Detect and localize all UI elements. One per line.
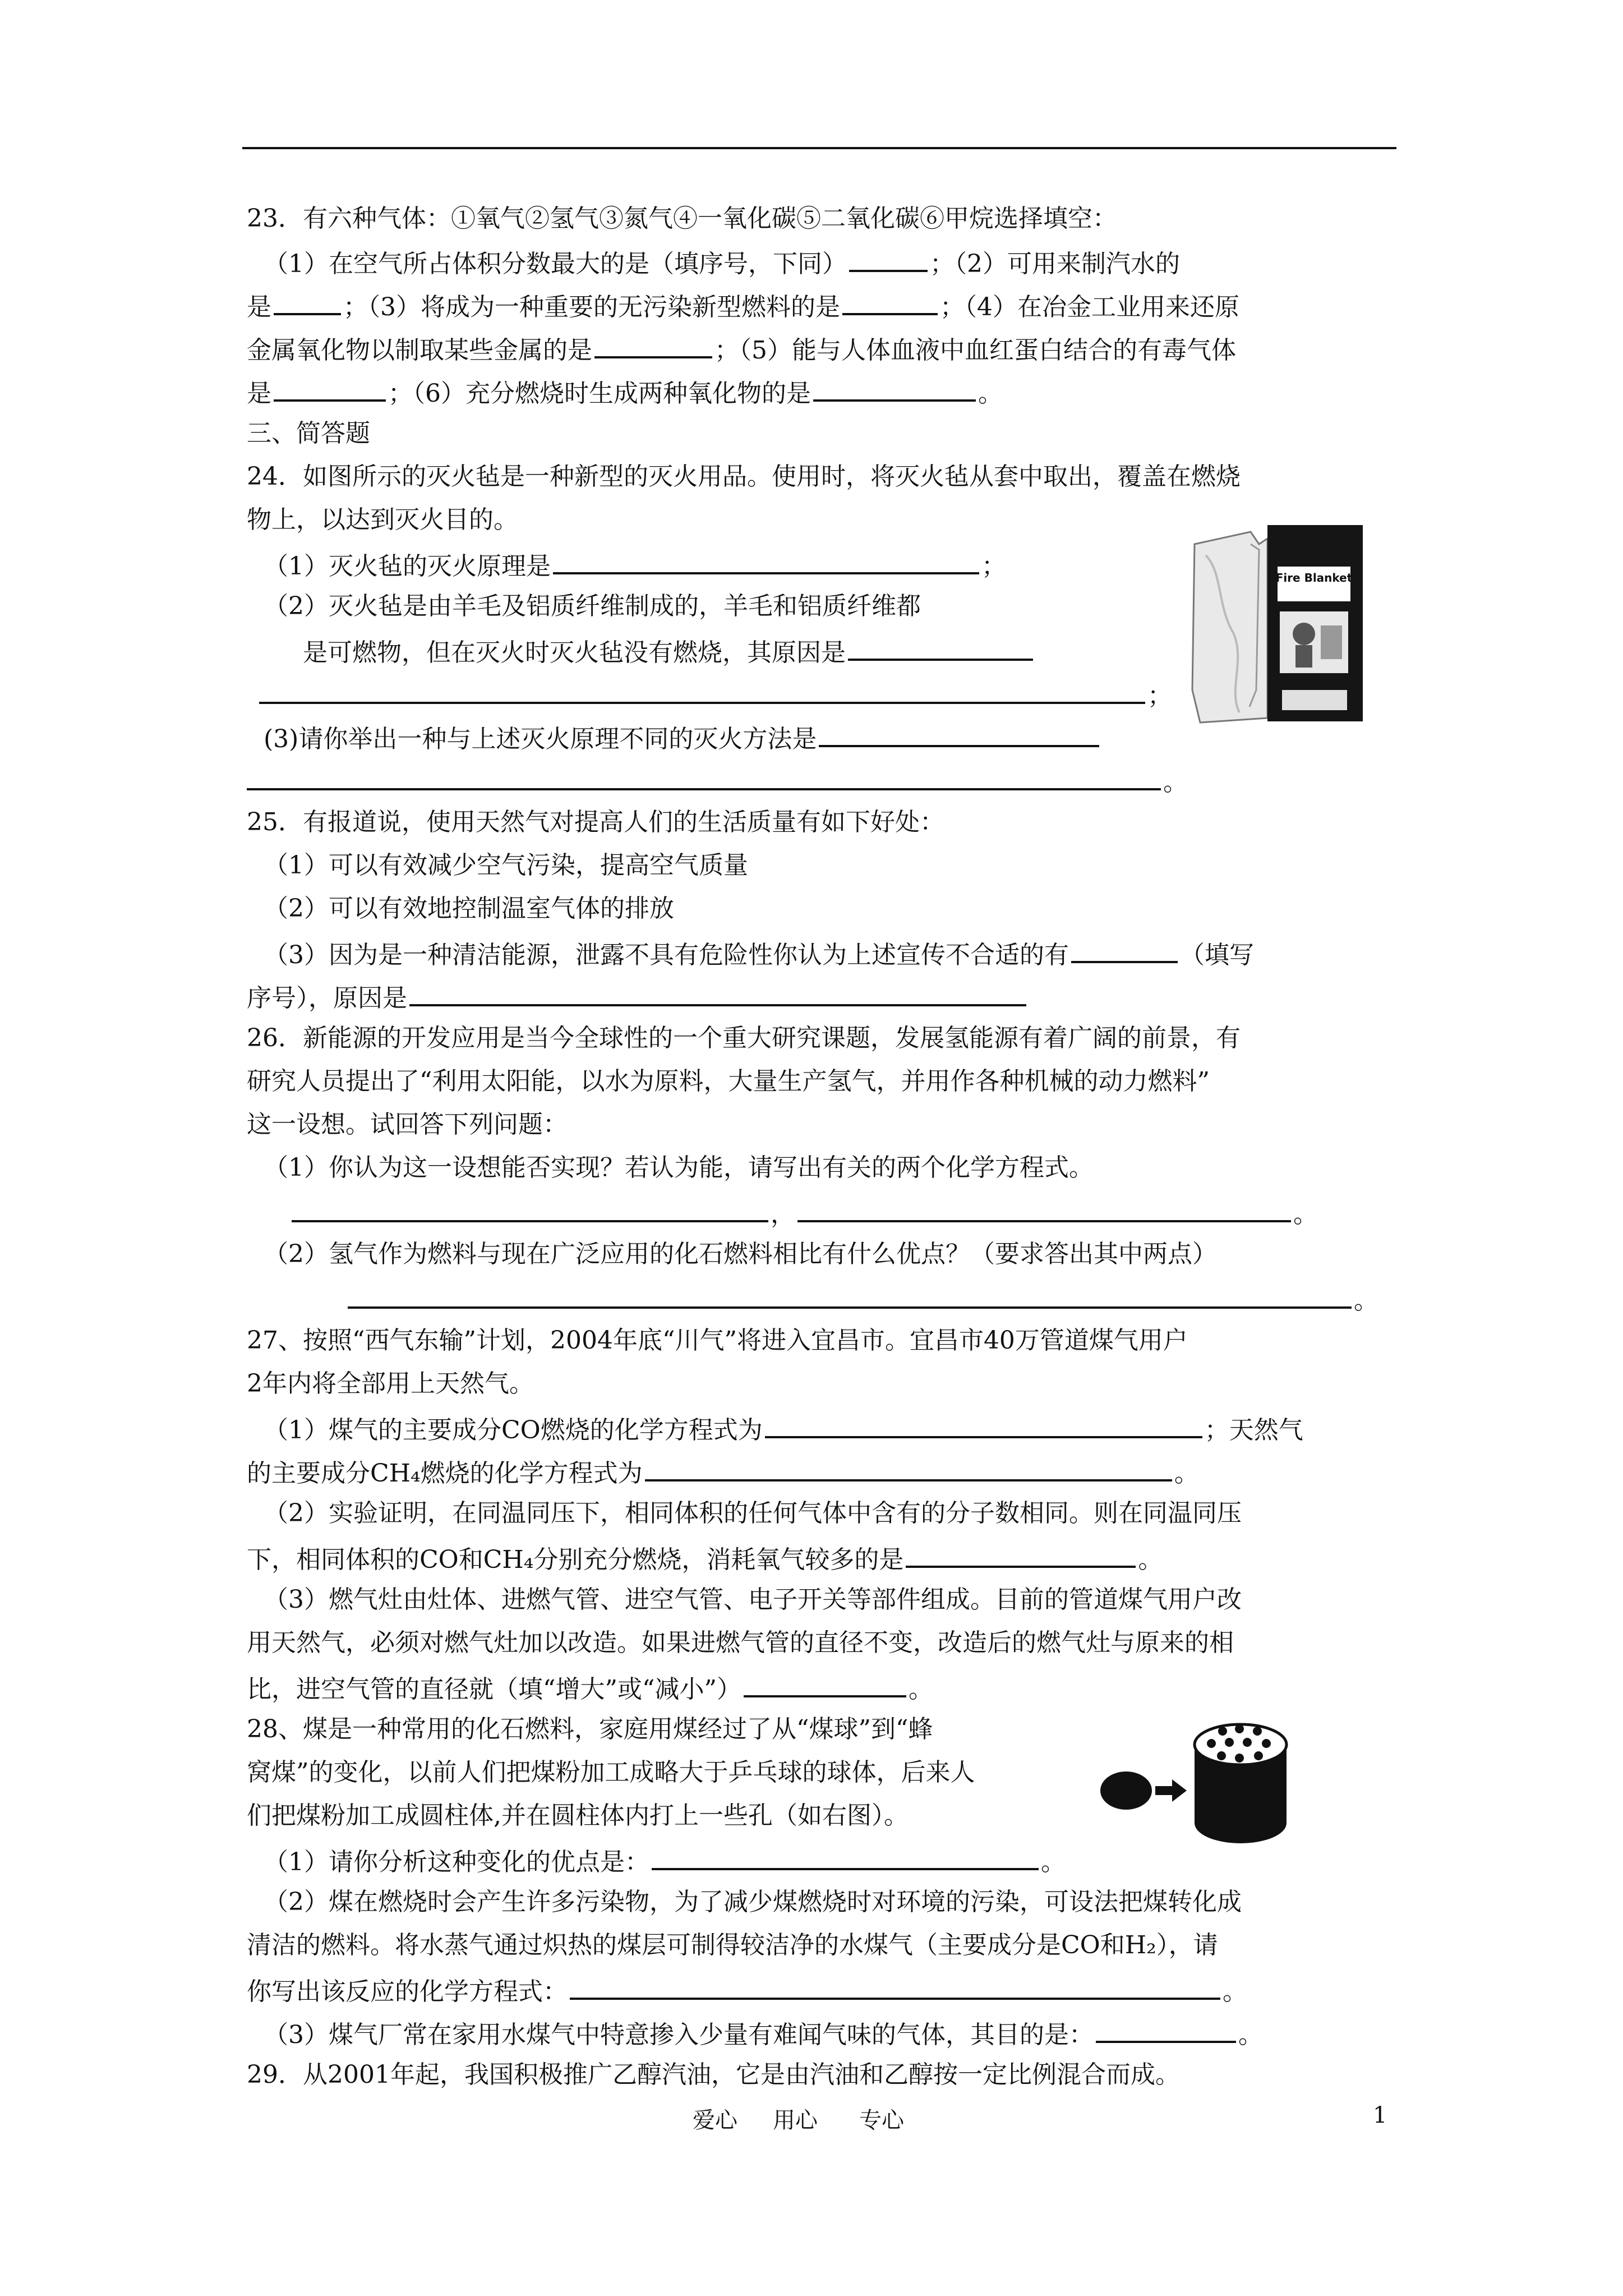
q28-part2c: 你写出该反应的化学方程式： 。	[247, 1972, 1247, 2009]
coal-ball-shape	[1100, 1772, 1152, 1810]
q28-part1: （1）请你分析这种变化的优点是： 。	[264, 1842, 1066, 1879]
answer-blank[interactable]	[348, 1281, 1352, 1309]
footer-motto-3: 专心	[859, 2108, 904, 2133]
q23-line3: 金属氧化物以制取某些金属的是 ；（5）能与人体血液中血红蛋白结合的有毒气体	[247, 330, 1236, 367]
q24-part3: (3)请你举出一种与上述灭火原理不同的灭火方法是	[264, 719, 1101, 756]
q25-line1: 25．有报道说，使用天然气对提高人们的生活质量有如下好处：	[247, 808, 944, 836]
answer-blank[interactable]	[842, 287, 938, 315]
q28-line2: 窝煤”的变化，以前人们把煤粉加工成略大于乒乓球的球体，后来人	[247, 1758, 975, 1787]
q28-line3: 们把煤粉加工成圆柱体,并在圆柱体内打上一些孔（如右图）。	[247, 1801, 909, 1830]
arrow-shaft	[1155, 1786, 1173, 1795]
q29-line1: 29．从2001年起，我国积极推广乙醇汽油，它是由汽油和乙醇按一定比例混合而成。	[247, 2060, 1180, 2089]
q27-part1: （1）煤气的主要成分CO燃烧的化学方程式为 ；天然气	[264, 1410, 1303, 1447]
q26-part1: （1）你认为这一设想能否实现？若认为能，请写出有关的两个化学方程式。	[264, 1153, 1094, 1182]
q27-part1b: 的主要成分CH₄燃烧的化学方程式为 。	[247, 1453, 1199, 1490]
answer-blank[interactable]	[259, 676, 1145, 704]
footer-motto-1: 爱心	[693, 2108, 737, 2133]
answer-blank[interactable]	[813, 374, 976, 402]
arrow-head-icon	[1172, 1779, 1187, 1802]
blanket-label: Fire Blanket	[1275, 571, 1353, 585]
equation-blank[interactable]	[797, 1194, 1291, 1222]
q24-part2b: 是可燃物，但在灭火时灭火毡没有燃烧，其原因是	[303, 633, 1035, 670]
answer-blank[interactable]	[744, 1669, 906, 1697]
equation-blank[interactable]	[570, 1972, 1220, 2000]
q25-part3: （3）因为是一种清洁能源，泄露不具有危险性你认为上述宣传不合适的有 （填写	[264, 935, 1254, 972]
answer-blank[interactable]	[594, 330, 712, 358]
q24-part1: （1）灭火毡的灭火原理是 ；	[264, 546, 1006, 583]
q24-line2: 物上，以达到灭火目的。	[247, 505, 518, 534]
answer-blank[interactable]	[274, 374, 386, 402]
q26-line1: 26．新能源的开发应用是当今全球性的一个重大研究课题，发展氢能源有着广阔的前景，有	[247, 1024, 1241, 1052]
q25-part4: 序号），原因是	[247, 978, 1029, 1015]
q26-line2: 研究人员提出了“利用太阳能，以水为原料，大量生产氢气，并用作各种机械的动力燃料”	[247, 1067, 1210, 1096]
answer-blank[interactable]	[849, 244, 928, 272]
q28-part2: （2）煤在燃烧时会产生许多污染物，为了减少煤燃烧时对环境的污染，可设法把煤转化成	[264, 1888, 1242, 1916]
equation-blank[interactable]	[765, 1410, 1202, 1438]
q23-intro: 23．有六种气体：①氧气②氢气③氮气④一氧化碳⑤二氧化碳⑥甲烷选择填空：	[247, 204, 1117, 233]
q27-line1: 27、按照“西气东输”计划，2004年底“川气”将进入宜昌市。宜昌市40万管道煤气用户	[247, 1326, 1188, 1355]
q24-line1: 24．如图所示的灭火毡是一种新型的灭火用品。使用时，将灭火毡从套中取出，覆盖在燃烧	[247, 462, 1241, 491]
q28-line1: 28、煤是一种常用的化石燃料，家庭用煤经过了从“煤球”到“蜂	[247, 1715, 933, 1743]
coal-diagram	[1099, 1711, 1290, 1851]
q27-part3: （3）燃气灶由灶体、进燃气管、进空气管、电子开关等部件组成。目前的管道煤气用户改	[264, 1585, 1242, 1614]
q27-part2: （2）实验证明，在同温同压下，相同体积的任何气体中含有的分子数相同。则在同温同压	[264, 1499, 1242, 1527]
page-number: 1	[1373, 2102, 1387, 2128]
q26-line3: 这一设想。试回答下列问题：	[247, 1110, 568, 1139]
q26-part2: （2）氢气作为燃料与现在广泛应用的化石燃料相比有什么优点？（要求答出其中两点）	[264, 1240, 1217, 1268]
answer-blank[interactable]	[247, 762, 1161, 790]
answer-blank[interactable]	[906, 1540, 1136, 1568]
q23-line1: （1）在空气所占体积分数最大的是（填序号，下同） ；（2）可用来制汽水的	[264, 244, 1180, 281]
equation-blank[interactable]	[645, 1453, 1172, 1481]
fire-blanket-image	[1183, 522, 1368, 729]
q24-part2: （2）灭火毡是由羊毛及铝质纤维制成的，羊毛和铝质纤维都	[264, 592, 921, 620]
answer-blank[interactable]	[553, 546, 979, 574]
answer-blank[interactable]	[274, 287, 341, 315]
answer-blank[interactable]	[1096, 2015, 1236, 2043]
answer-blank[interactable]	[848, 633, 1033, 661]
answer-blank[interactable]	[1071, 935, 1178, 963]
footer-motto-2: 用心	[773, 2108, 818, 2133]
q23-line4: 是 ；（6）充分燃烧时生成两种氧化物的是 。	[247, 374, 1003, 411]
q27-part2b: 下，相同体积的CO和CH₄分别充分燃烧，消耗氧气较多的是 。	[247, 1540, 1163, 1577]
q28-part3: （3）煤气厂常在家用水煤气中特意掺入少量有难闻气味的气体，其目的是： 。	[264, 2015, 1263, 2052]
header-rule	[242, 147, 1396, 149]
equation-blank[interactable]	[292, 1194, 768, 1222]
q26-part2-blank: 。	[348, 1281, 1378, 1318]
answer-blank[interactable]	[652, 1842, 1039, 1870]
q24-part3-blank: 。	[247, 762, 1188, 799]
section-heading: 三、简答题	[247, 419, 370, 448]
q27-part3b: 用天然气，必须对燃气灶加以改造。如果进燃气管的直径不变，改造后的燃气灶与原来的相	[247, 1628, 1234, 1657]
q27-line2: 2年内将全部用上天然气。	[247, 1369, 534, 1398]
q27-part3c: 比，进空气管的直径就（填“增大”或“减小”） 。	[247, 1669, 933, 1706]
q25-part1: （1）可以有效减少空气污染，提高空气质量	[264, 851, 748, 880]
q25-part2: （2）可以有效地控制温室气体的排放	[264, 894, 674, 923]
q24-part2-blank: ；	[259, 676, 1172, 713]
q26-equations: ， 。	[292, 1194, 1318, 1231]
q28-part2b: 清洁的燃料。将水蒸气通过炽热的煤层可制得较洁净的水煤气（主要成分是CO和H₂），请	[247, 1931, 1218, 1959]
answer-blank[interactable]	[409, 978, 1026, 1006]
answer-blank[interactable]	[819, 719, 1099, 747]
q23-line2: 是 ；（3）将成为一种重要的无污染新型燃料的是 ；（4）在冶金工业用来还原	[247, 287, 1239, 324]
